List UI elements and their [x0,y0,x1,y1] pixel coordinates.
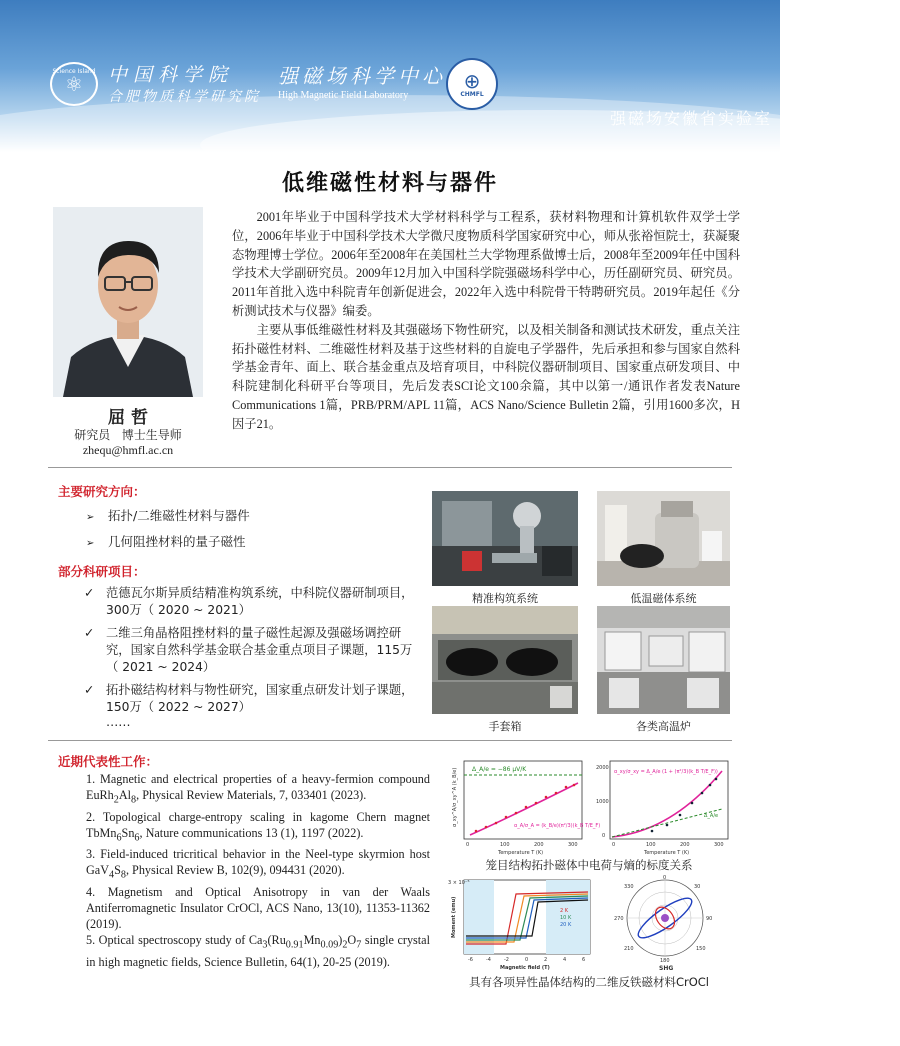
publication-item: 4. Magnetism and Optical Anisotropy in van der Waals Antiferromagnetic Insulator CrOCl, ACS Nano, 13(10), 11353-11362 (2019). [86,884,430,932]
svg-text:200: 200 [534,842,544,848]
lab-photo-caption: 各类高温炉 [636,720,691,733]
chmfl-logo [446,58,498,110]
logo-text: Science Island [52,68,96,75]
svg-text:100: 100 [500,842,510,848]
svg-text:0: 0 [602,833,606,839]
svg-text:Magnetic field (T): Magnetic field (T) [500,965,550,971]
projects-heading: 部分科研项目： [58,564,146,579]
svg-text:4: 4 [563,957,567,963]
bio-paragraph: 2001年毕业于中国科学技术大学材料科学与工程系，获材料物理和计算机软件双学士学位，2006年毕业于中国科学技术大学微尺度物质科学国家研究中心，师从张裕恒院士，获凝聚态物理博士学位。2006年至2008年在美国杜兰大学物理系做博士后，2008年至2009年任中国科学技术大学副研究员。2009年12月加入中国科学院强磁场科学中心，历任副研究员、研究员。2011年首批入选中科院青年创新促进会，2022年入选中科院骨干特聘研究员。2019年起任《分析测试技术与仪器》编委。 [232,210,740,318]
institute-name: 合肥物质科学研究院 [108,89,261,105]
atom-icon: ⚛ [65,72,83,96]
figure-charge-entropy-left [446,757,601,857]
svg-text:30: 30 [694,884,701,890]
lab-photo-assembly-system [432,491,578,586]
project-item [86,682,416,716]
svg-text:2000: 2000 [596,765,609,771]
globe-icon: ⊕ [463,68,481,93]
biography [232,208,740,434]
svg-text:210: 210 [624,946,634,952]
svg-text:0: 0 [525,957,529,963]
chmfl-label: CHMFL [460,90,484,98]
figure-caption-top: 笼目结构拓扑磁体中电荷与熵的标度关系 [485,858,693,872]
lab-photo-caption: 精准构筑系统 [472,592,538,605]
svg-text:α_A/σ_A = (k_B/e)(π²/3)(k_B T/: α_A/σ_A = (k_B/e)(π²/3)(k_B T/E_F) [514,823,601,829]
arrow-bullet-icon: ➢ [86,538,95,549]
svg-text:-2: -2 [504,957,509,963]
person-title: 研究员 博士生导师 [74,428,182,442]
svg-text:α_xy/σ_xy = Δ_A/e (1 + (π²/3)(: α_xy/σ_xy = Δ_A/e (1 + (π²/3)(k_B T/E_F)) [614,769,718,775]
direction-text: 拓扑/二维磁性材料与器件 [108,508,250,523]
publication-item: 3. Field-induced tricritical behavior in the Neel-type skyrmion host $GaV_4S_8$, Physical Review B, 102(9), 094431 (2020). [86,847,430,881]
svg-text:-4: -4 [486,957,491,963]
person-email[interactable]: zhequ@hmfl.ac.cn [82,443,174,457]
svg-text:-6: -6 [468,957,473,963]
direction-item [86,506,250,524]
svg-text:0: 0 [466,842,470,848]
figure-hysteresis [446,874,596,972]
svg-text:α_xy^A/σ_xy^A (k_B/e): α_xy^A/σ_xy^A (k_B/e) [452,767,458,827]
figure-charge-entropy-right [592,757,732,857]
svg-text:0: 0 [663,875,667,881]
hmf-english-name: High Magnetic Field Laboratory [278,90,409,101]
svg-text:6: 6 [582,957,586,963]
check-icon: ✓ [84,586,95,600]
publications-heading: 近期代表性工作： [58,754,159,769]
portrait-illustration [53,207,203,397]
svg-text:180: 180 [660,958,670,964]
directions-heading: 主要研究方向： [58,484,146,499]
cas-name: 中国科学院 [108,64,234,86]
portrait-photo [53,207,203,397]
svg-text:Moment (emu): Moment (emu) [451,896,457,938]
project-text: 拓扑磁结构材料与物性研究，国家重点研发计划子课题，150万（ 2022 ~ 2027） [106,683,414,714]
publication-item: 1. Magnetic and electrical properties of a heavy-fermion compound $EuRh_2Al_8$, Physical Review Materials, 7, 033401 (2023). [86,772,430,806]
lab-photo-caption: 手套箱 [488,720,522,733]
direction-text: 几何阻挫材料的量子磁性 [108,534,246,549]
lab-photo-cryo-magnet [597,491,730,586]
svg-text:20 K: 20 K [560,922,572,928]
svg-text:Temperature T (K): Temperature T (K) [498,850,544,856]
publication-item: 5. Optical spectroscopy study of $Ca_3(Ru_{0.91}Mn_{0.09})_2O_7$ single crystal in high magnetic fields, Science Bulletin, 64(1), 20-25 (2019). [86,933,430,969]
direction-item [86,532,246,550]
svg-text:2 K: 2 K [560,908,569,914]
figure-shg-polar [610,874,720,972]
page-header [0,0,780,152]
ellipsis-text: …… [106,715,131,729]
svg-text:1000: 1000 [596,799,609,805]
project-text: 二维三角晶格阻挫材料的量子磁性起源及强磁场调控研究，国家自然科学基金联合基金重点项目子课题，115万（ 2021 ~ 2024） [106,626,413,674]
svg-text:0: 0 [612,842,616,848]
check-icon: ✓ [84,626,95,640]
project-ellipsis [86,714,416,731]
check-icon: ✓ [84,683,95,697]
svg-text:Temperature T (K): Temperature T (K) [644,850,690,856]
publication-item: 2. Topological charge-entropy scaling in kagome Chern magnet $TbMn_6Sn_6$, Nature communications 13 (1), 1197 (2022). [86,809,430,844]
svg-text:Δ_A/e: Δ_A/e [704,813,719,819]
svg-text:270: 270 [614,916,624,922]
svg-text:300: 300 [714,842,724,848]
section-divider [48,467,732,468]
figure-caption-bottom: 具有各项异性晶体结构的二维反铁磁材料CrOCl [468,975,710,989]
project-item [86,625,416,676]
svg-text:10 K: 10 K [560,915,572,921]
lab-photo-caption: 低温磁体系统 [630,592,697,605]
science-island-logo [50,62,98,106]
svg-text:150: 150 [696,946,706,952]
arrow-bullet-icon: ➢ [86,512,95,523]
svg-text:100: 100 [646,842,656,848]
hmf-name: 强磁场科学中心 [278,64,446,88]
svg-text:300: 300 [568,842,578,848]
lab-photo-glovebox [432,606,578,714]
svg-text:330: 330 [624,884,634,890]
svg-text:3 × 10⁻⁵: 3 × 10⁻⁵ [448,880,470,886]
svg-text:Δ_A/e = −86 μV/K: Δ_A/e = −86 μV/K [472,766,527,773]
svg-text:SHG: SHG [659,965,674,972]
bio-paragraph: 主要从事低维磁性材料及其强磁场下物性研究，以及相关制备和测试技术研发，重点关注拓扑磁性材料、二维磁性材料及基于这些材料的自旋电子学器件，先后承担和参与国家自然科学基金青年、面上、联合基金重点及培育项目，中科院仪器研制项目、国家重点研发项目、中科院建制化科研平台等项目，先后发表SCI论文100余篇，其中以第一/通讯作者发表Nature Communications 1篇，PRB/PRM/APL 11篇，ACS Nano/Science Bulletin 2篇，引用1600多次，H因子21。 [232,322,740,431]
section-divider [48,740,732,741]
project-text: 范德瓦尔斯异质结精准构筑系统，中科院仪器研制项目，300万（ 2020 ~ 2021） [106,586,414,617]
project-item [86,585,416,619]
svg-text:90: 90 [706,916,713,922]
publication-list [86,771,430,970]
svg-text:2: 2 [544,957,548,963]
person-name: 屈 哲 [108,408,148,428]
svg-text:200: 200 [680,842,690,848]
lab-name: 强磁场安徽省实验室 [609,109,772,128]
lab-photo-furnaces [597,606,730,714]
page-title: 低维磁性材料与器件 [281,171,498,196]
